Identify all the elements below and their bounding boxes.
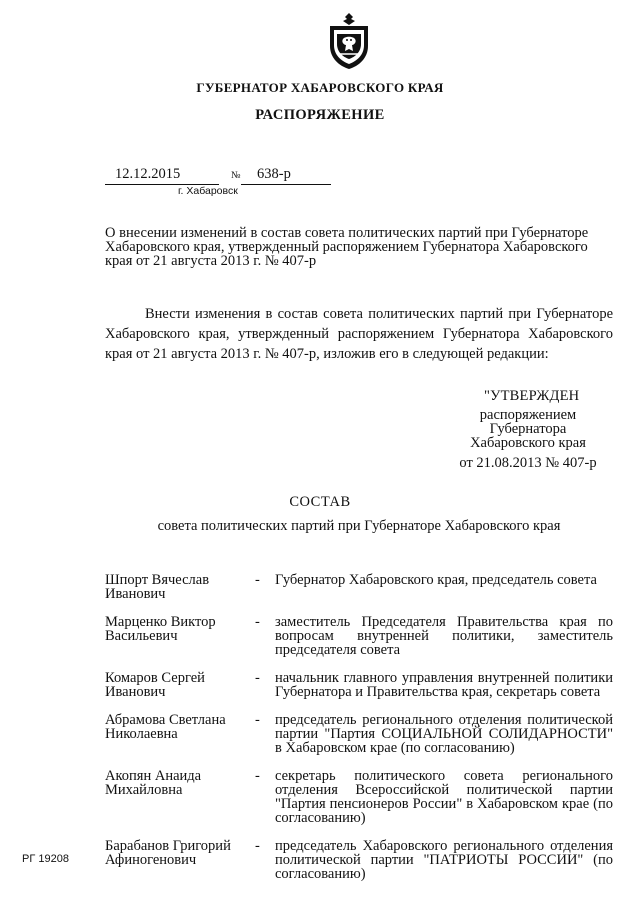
document-body: Внести изменения в состав совета политических партий при Губернаторе Хабаровского края, утвержденный распоряжением Губернатора Хабаровского края от 21 августа 2013 г. № 407-р, изложив его в следующей редакции: [105,306,613,362]
registry-code: РГ 19208 [22,853,69,865]
approval-line: Губернатора [489,421,567,437]
member-dash: - [255,768,260,784]
member-role: начальник главного управления внутренней политики Губернатора и Правительства края, секретарь совета [275,670,613,700]
member-role: заместитель Председателя Правительства края по вопросам внутренней политики, заместитель председателя совета [275,614,613,658]
member-dash: - [255,712,260,728]
member-dash: - [255,614,260,630]
document-date: 12.12.2015 [115,166,181,182]
list-item [105,573,613,601]
member-name: Абрамова Светлана Николаевна [105,712,226,742]
member-name: Марценко Виктор Васильевич [105,614,216,644]
composition-subtitle: совета политических партий при Губернаторе Хабаровского края [157,518,561,534]
list-item [105,839,613,881]
member-dash: - [255,838,260,854]
member-dash: - [255,572,260,588]
list-item [105,615,613,657]
approval-line: от 21.08.2013 № 407-р [459,455,597,471]
member-role: Губернатор Хабаровского края, председатель совета [275,572,597,588]
member-role: председатель Хабаровского регионального отделения политической партии "ПАТРИОТЫ РОССИИ" (по согласованию) [275,838,613,882]
number-underline [241,184,331,185]
member-dash: - [255,670,260,686]
member-role: секретарь политического совета регионального отделения Всероссийской политической партии "Партия пенсионеров России" в Хабаровском крае (по согласованию) [275,768,613,826]
member-name: Комаров Сергей Иванович [105,670,205,700]
list-item [105,671,613,699]
member-role: председатель регионального отделения политической партии "Партия СОЦИАЛЬНОЙ СОЛИДАРНОСТИ" в Хабаровском крае (по согласованию) [275,712,613,756]
approval-line: Хабаровского края [470,435,586,451]
number-sign: № [231,170,241,181]
member-list [105,573,613,895]
member-name: Шпорт Вячеслав Иванович [105,572,210,602]
approval-line: распоряжением [479,407,577,423]
city: г. Хабаровск [178,185,238,197]
member-name: Акопян Анаида Михайловна [105,768,202,798]
member-name: Барабанов Григорий Афиногенович [105,838,231,868]
document-type: РАСПОРЯЖЕНИЕ [255,107,385,123]
list-item [105,769,613,825]
coat-of-arms-icon [326,12,372,70]
document-subject: О внесении изменений в состав совета политических партий при Губернаторе Хабаровского края, утвержденный распоряжением Губернатора Хабаровского края от 21 августа 2013 г. № 407-р [105,225,589,269]
composition-title: СОСТАВ [289,494,351,510]
approval-title: "УТВЕРЖДЕН [484,388,580,404]
document-number: 638-р [257,166,291,182]
issuer-title: ГУБЕРНАТОР ХАБАРОВСКОГО КРАЯ [196,80,444,95]
list-item [105,713,613,755]
